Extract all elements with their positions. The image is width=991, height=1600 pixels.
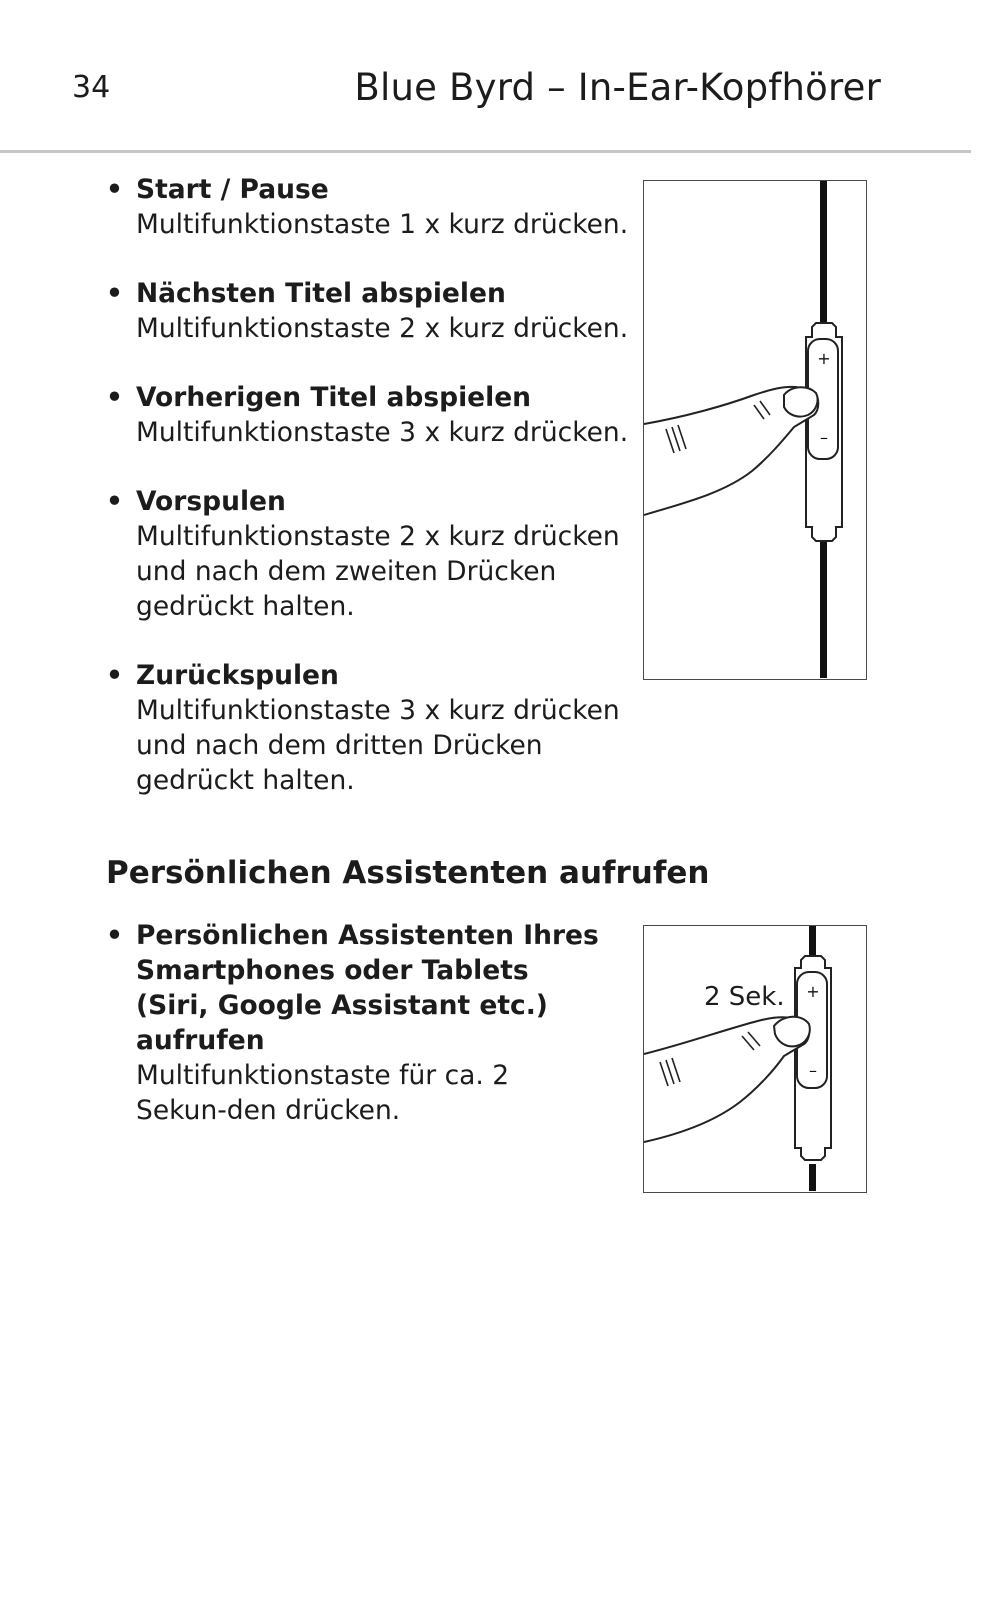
list-item (106, 172, 636, 242)
list-item-title: • Vorspulen (136, 486, 286, 517)
list-item-text: Multifunktionstaste 3 x kurz drücken und nach dem dritten Drücken gedrückt halten. (136, 695, 620, 796)
hold-duration-label: 2 Sek. (704, 982, 785, 1012)
list-item-title: • Start / Pause (136, 174, 329, 205)
controls-list (106, 172, 636, 832)
list-item (106, 380, 636, 450)
list-item-text: Multifunktionstaste für ca. 2 Sekun-den drücken. (136, 1060, 510, 1126)
page-number: 34 (72, 70, 111, 105)
header-divider (0, 150, 971, 153)
list-item-title: • Nächsten Titel abspielen (136, 278, 506, 309)
section-heading: Persönlichen Assistenten aufrufen (106, 855, 710, 891)
remote-hold-illustration (643, 925, 867, 1193)
list-item-title: • Zurückspulen (136, 660, 339, 691)
remote-plus-icon: + (817, 349, 831, 368)
list-item-text: Multifunktionstaste 1 x kurz drücken. (136, 209, 629, 240)
page-header-title: Blue Byrd – In-Ear-Kopfhörer (354, 66, 881, 109)
list-item (106, 276, 636, 346)
remote-minus-icon: – (820, 428, 828, 447)
list-item-title: • Persönlichen Assistenten Ihres Smartphones oder Tablets (Siri, Google Assistant etc.) aufrufen (136, 920, 599, 1056)
remote-minus-icon: – (809, 1061, 817, 1080)
list-item-title: • Vorherigen Titel abspielen (136, 382, 532, 413)
assistant-list (106, 918, 606, 1162)
list-item (106, 484, 636, 624)
list-item-text: Multifunktionstaste 2 x kurz drücken und nach dem zweiten Drücken gedrückt halten. (136, 521, 620, 622)
list-item (106, 918, 606, 1128)
remote-plus-icon: + (806, 982, 820, 1001)
remote-press-illustration (643, 180, 867, 680)
list-item-text: Multifunktionstaste 2 x kurz drücken. (136, 313, 629, 344)
list-item-text: Multifunktionstaste 3 x kurz drücken. (136, 417, 629, 448)
list-item (106, 658, 636, 798)
